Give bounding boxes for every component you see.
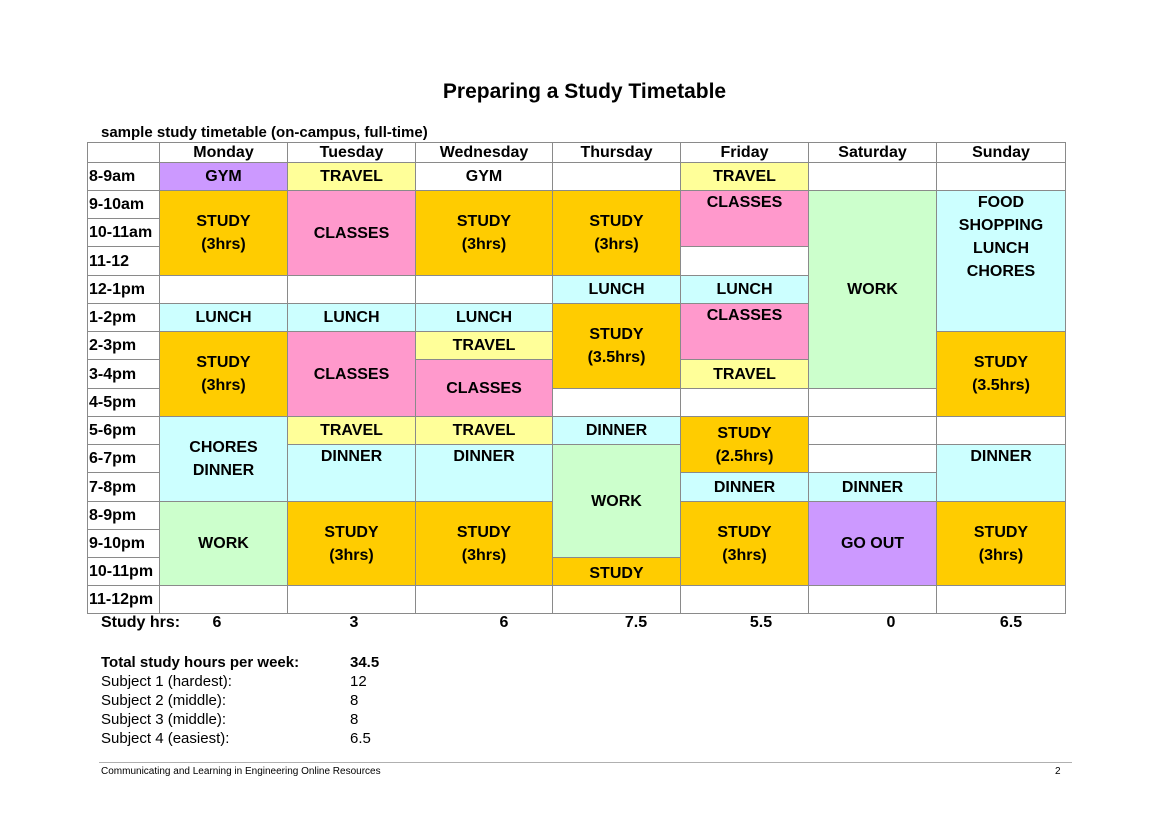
day-header-friday: Friday [681,143,809,163]
empty-slot [288,276,416,304]
wednesday-gym-block: GYM [416,163,553,191]
day-header-monday: Monday [160,143,288,163]
subject-label: Subject 2 (middle): [101,692,227,709]
time-slot: 9-10pm [88,530,160,558]
time-slot: 10-11pm [88,558,160,586]
empty-slot [553,586,681,614]
day-header-saturday: Saturday [809,143,937,163]
time-slot: 10-11am [88,219,160,247]
empty-slot [681,586,809,614]
study-hours-saturday: 0 [886,614,896,631]
subject-label: Subject 1 (hardest): [101,673,232,690]
time-slot: 8-9am [88,163,160,191]
study-hours-thursday: 7.5 [624,614,648,631]
saturday-go-out-block: GO OUT [809,502,937,586]
thursday-study-block: STUDY [553,558,681,586]
time-slot: 11-12 [88,247,160,276]
empty-slot [681,389,809,417]
subject-hours: 6.5 [350,730,371,747]
time-slot: 2-3pm [88,332,160,360]
empty-slot [160,586,288,614]
total-hours-label: Total study hours per week: [101,654,300,671]
monday-lunch-block: LUNCH [160,304,288,332]
tuesday-lunch-block: LUNCH [288,304,416,332]
time-slot: 7-8pm [88,473,160,502]
empty-slot [937,163,1066,191]
footer-text: Communicating and Learning in Engineering Online Resources [101,766,381,777]
empty-slot [553,389,681,417]
empty-slot [809,163,937,191]
day-header-thursday: Thursday [553,143,681,163]
subject-label: Subject 3 (middle): [101,711,227,728]
wednesday-classes-block: CLASSES [416,360,553,417]
time-slot: 11-12pm [88,586,160,614]
monday-work-block: WORK [160,502,288,586]
study-hours-label: Study hrs: [101,614,181,631]
subject-hours: 8 [350,711,359,728]
thursday-dinner-block: DINNER [553,417,681,445]
empty-slot [553,163,681,191]
footer-divider [99,762,1072,763]
wednesday-study-block: STUDY (3hrs) [416,191,553,276]
monday-study-block: STUDY (3hrs) [160,332,288,417]
sunday-study-block: STUDY (3hrs) [937,502,1066,586]
sunday-dinner-block: DINNER [937,445,1066,502]
thursday-study-block: STUDY (3.5hrs) [553,304,681,389]
empty-slot [937,417,1066,445]
time-slot: 6-7pm [88,445,160,473]
empty-slot [416,586,553,614]
wednesday-dinner-block: DINNER [416,445,553,502]
friday-travel-block: TRAVEL [681,163,809,191]
tuesday-classes-block: CLASSES [288,191,416,276]
time-slot: 1-2pm [88,304,160,332]
friday-lunch-block: LUNCH [681,276,809,304]
empty-slot [160,276,288,304]
friday-study-block: STUDY (2.5hrs) [681,417,809,473]
time-slot: 8-9pm [88,502,160,530]
corner-cell [88,143,160,163]
study-hours-wednesday: 6 [499,614,509,631]
time-slot: 9-10am [88,191,160,219]
empty-slot [416,276,553,304]
study-hours-tuesday: 3 [349,614,359,631]
subject-hours: 12 [350,673,367,690]
friday-dinner-block: DINNER [681,473,809,502]
timetable-subtitle: sample study timetable (on-campus, full-time) [101,124,428,141]
study-hours-row [0,614,1169,636]
study-hours-monday: 6 [212,614,222,631]
tuesday-travel-block: TRAVEL [288,417,416,445]
empty-slot [809,389,937,417]
empty-slot [937,586,1066,614]
friday-study-block: STUDY (3hrs) [681,502,809,586]
sunday-study-block: STUDY (3.5hrs) [937,332,1066,417]
wednesday-travel-block: TRAVEL [416,417,553,445]
study-hours-sunday: 6.5 [999,614,1023,631]
page-number: 2 [1055,766,1061,777]
thursday-work-block: WORK [553,445,681,558]
wednesday-travel-block: TRAVEL [416,332,553,360]
wednesday-lunch-block: LUNCH [416,304,553,332]
study-hours-friday: 5.5 [749,614,773,631]
time-slot: 5-6pm [88,417,160,445]
friday-classes-block: CLASSES [681,191,809,247]
time-slot: 4-5pm [88,389,160,417]
page-title: Preparing a Study Timetable [442,80,727,103]
subject-hours: 8 [350,692,359,709]
saturday-dinner-block: DINNER [809,473,937,502]
tuesday-dinner-block: DINNER [288,445,416,502]
tuesday-travel-block: TRAVEL [288,163,416,191]
monday-gym-block: GYM [160,163,288,191]
friday-travel-block: TRAVEL [681,360,809,389]
monday-study-block: STUDY (3hrs) [160,191,288,276]
tuesday-classes-block: CLASSES [288,332,416,417]
saturday-work-block: WORK [809,191,937,389]
tuesday-study-block: STUDY (3hrs) [288,502,416,586]
empty-slot [288,586,416,614]
empty-slot [809,586,937,614]
day-header-sunday: Sunday [937,143,1066,163]
wednesday-study-block: STUDY (3hrs) [416,502,553,586]
thursday-study-block: STUDY (3hrs) [553,191,681,276]
sunday-chores-block: FOOD SHOPPING LUNCH CHORES [937,191,1066,332]
time-slot: 3-4pm [88,360,160,389]
empty-slot [681,247,809,276]
subject-label: Subject 4 (easiest): [101,730,230,747]
day-header-wednesday: Wednesday [416,143,553,163]
friday-classes-block: CLASSES [681,304,809,360]
thursday-lunch-block: LUNCH [553,276,681,304]
day-header-tuesday: Tuesday [288,143,416,163]
monday-chores-dinner-block: CHORES DINNER [160,417,288,502]
timetable-grid [87,142,1066,614]
empty-slot [809,417,937,445]
time-slot: 12-1pm [88,276,160,304]
total-hours-value: 34.5 [350,654,380,671]
empty-slot [809,445,937,473]
